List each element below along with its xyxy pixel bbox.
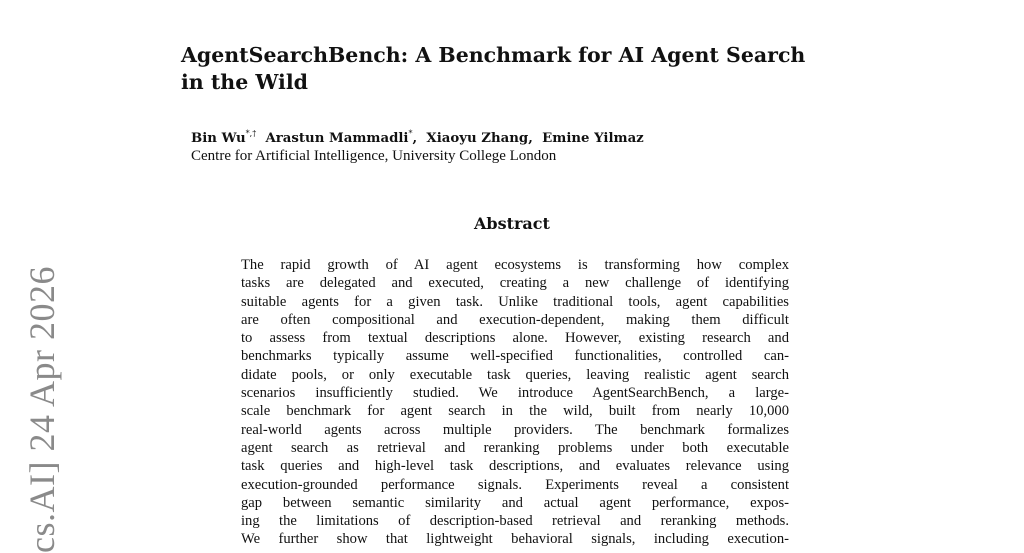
abstract-line: to assess from textual descriptions alone. However, existing research and	[241, 330, 789, 347]
author-name: Xiaoyu Zhang	[426, 131, 529, 146]
abstract-line: gap between semantic similarity and actual agent performance, expos-	[241, 494, 789, 511]
abstract-line: didate pools, or only executable task queries, leaving realistic agent search	[241, 366, 789, 383]
author-name: Bin Wu	[191, 131, 246, 146]
abstract-line: ing the limitations of description-based retrieval and reranking methods.	[241, 513, 789, 530]
abstract-line: agent search as retrieval and reranking problems under both executable	[241, 439, 789, 456]
affiliation: Centre for Artificial Intelligence, University College London	[191, 148, 557, 164]
abstract-line: execution-grounded performance signals. Experiments reveal a consistent	[241, 476, 789, 493]
author-marks: *,†	[245, 129, 257, 138]
abstract-line: scale benchmark for agent search in the wild, built from nearly 10,000	[241, 403, 789, 420]
author-name: Arastun Mammadli	[265, 131, 409, 146]
author-name: Emine Yilmaz	[542, 131, 644, 146]
abstract-line: scenarios insufficiently studied. We introduce AgentSearchBench, a large-	[241, 385, 789, 402]
abstract-body	[241, 256, 789, 549]
abstract-line: tasks are delegated and executed, creating a new challenge of identifying	[241, 275, 789, 292]
abstract-heading: Abstract	[474, 214, 550, 233]
author-marks: *	[408, 129, 413, 138]
arxiv-id-stamp: cs.AI] 24 Apr 2026	[22, 266, 62, 553]
author-list: Bin Wu*,† Arastun Mammadli*, Xiaoyu Zhang, Emine Yilmaz	[191, 129, 644, 146]
paper-title: AgentSearchBench: A Benchmark for AI Agent Search in the Wild	[181, 43, 806, 94]
abstract-line: The rapid growth of AI agent ecosystems is transforming how complex	[241, 257, 789, 273]
abstract-line: benchmarks typically assume well-specified functionalities, controlled can-	[241, 348, 789, 365]
abstract-line: suitable agents for a given task. Unlike traditional tools, agent capabilities	[241, 293, 789, 310]
abstract-line: We further show that lightweight behavioral signals, including execution-	[241, 531, 789, 548]
abstract-line: task queries and high-level task descriptions, and evaluates relevance using	[241, 458, 789, 475]
abstract-line: are often compositional and execution-dependent, making them difficult	[241, 311, 789, 328]
abstract-line: real-world agents across multiple providers. The benchmark formalizes	[241, 421, 789, 438]
